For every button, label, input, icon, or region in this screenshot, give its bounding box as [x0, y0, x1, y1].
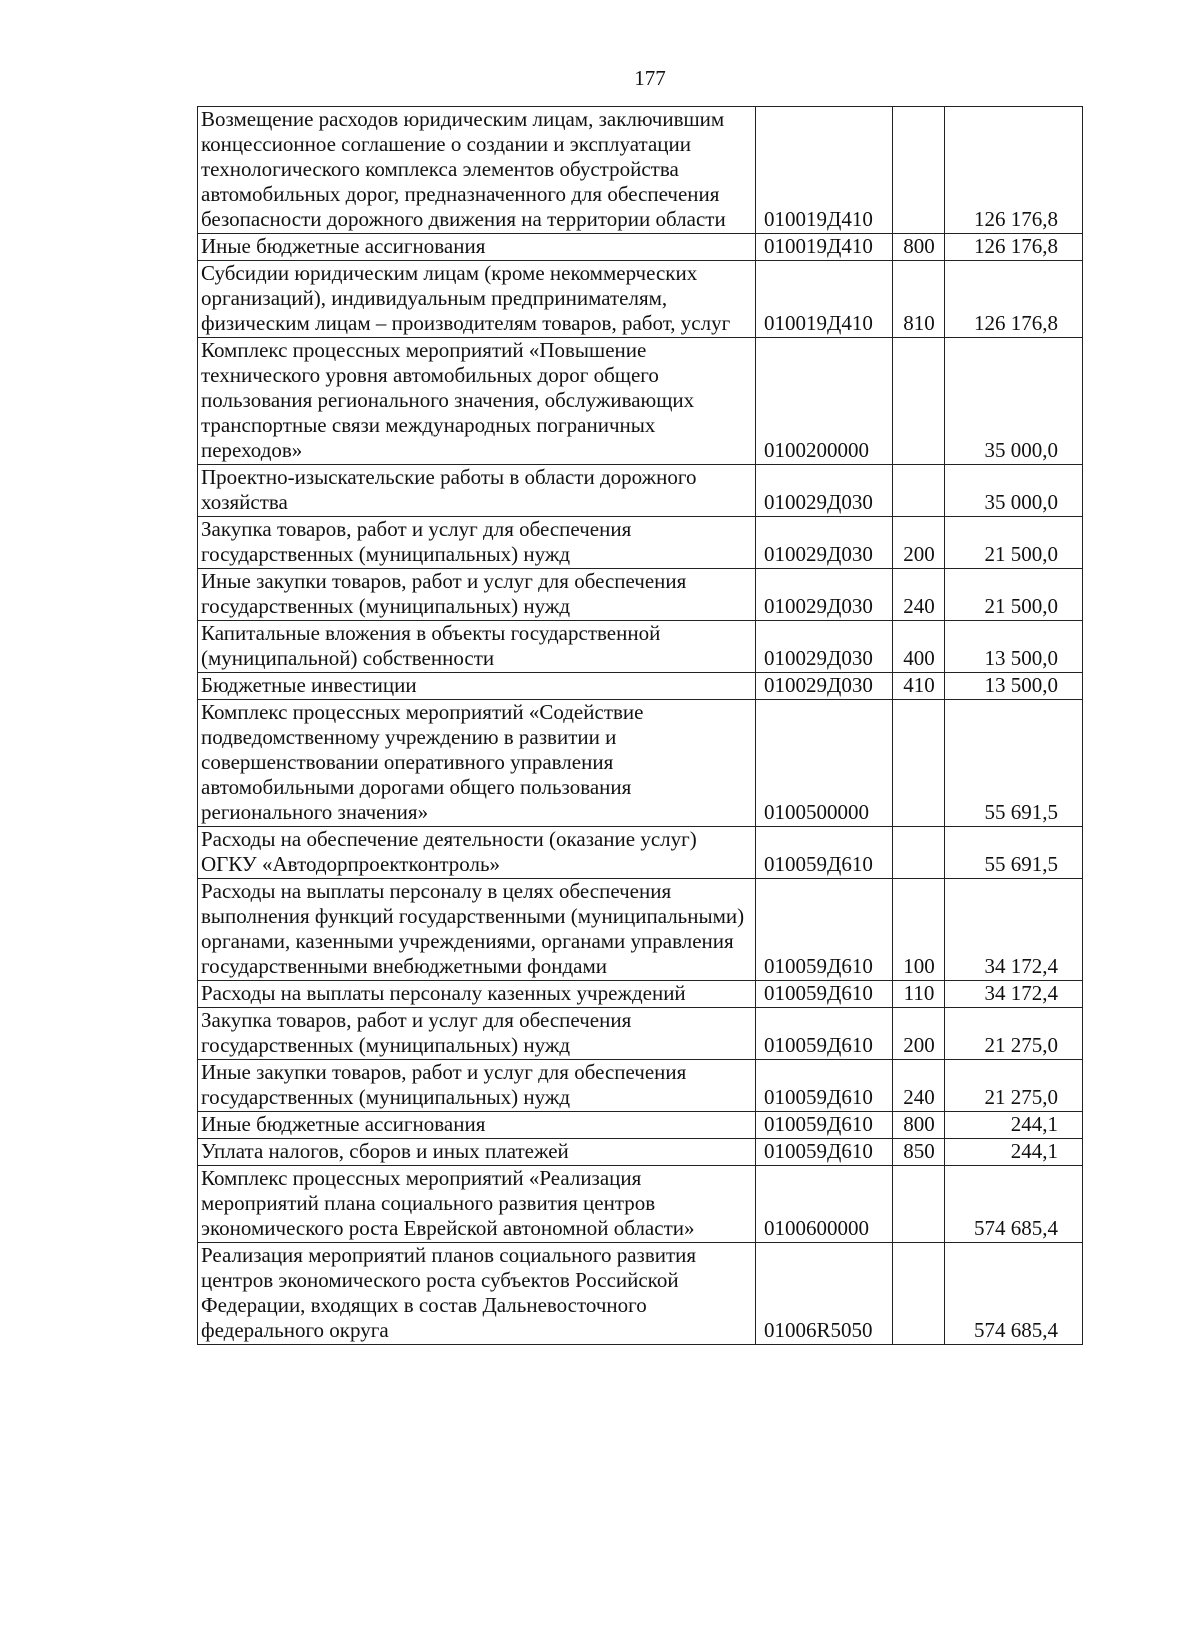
amount-cell: 13 500,0	[945, 673, 1083, 700]
target-code-cell: 010059Д610	[756, 1112, 893, 1139]
target-code-cell: 010059Д610	[756, 1008, 893, 1060]
table-row	[198, 1243, 1083, 1345]
expense-name-cell: Комплекс процессных мероприятий «Реализация мероприятий плана социального развития центров экономического роста Еврейской автономной области»	[198, 1166, 756, 1243]
target-code-cell: 0100600000	[756, 1166, 893, 1243]
expense-name-cell: Расходы на выплаты персоналу в целях обеспечения выполнения функций государственными (муниципальными) органами, казенными учреждениями, органами управления государственными внебюджетными фондами	[198, 879, 756, 981]
table-row	[198, 981, 1083, 1008]
table-row	[198, 569, 1083, 621]
table-row	[198, 1008, 1083, 1060]
amount-cell: 126 176,8	[945, 234, 1083, 261]
expense-type-cell: 800	[893, 1112, 945, 1139]
expense-type-cell: 200	[893, 1008, 945, 1060]
expense-name-cell: Возмещение расходов юридическим лицам, заключившим концессионное соглашение о создании и эксплуатации технологического комплекса элементов обустройства автомобильных дорог, предназначенного для обеспечения безопасности дорожного движения на территории области	[198, 107, 756, 234]
amount-cell: 13 500,0	[945, 621, 1083, 673]
expense-type-cell	[893, 827, 945, 879]
expense-type-cell: 200	[893, 517, 945, 569]
expense-name-cell: Иные закупки товаров, работ и услуг для обеспечения государственных (муниципальных) нужд	[198, 1060, 756, 1112]
expense-name-cell: Иные закупки товаров, работ и услуг для обеспечения государственных (муниципальных) нужд	[198, 569, 756, 621]
expense-name-cell: Комплекс процессных мероприятий «Повышение технического уровня автомобильных дорог общего пользования регионального значения, обслуживающих транспортные связи международных пограничных переходов»	[198, 338, 756, 465]
target-code-cell: 010059Д610	[756, 1139, 893, 1166]
table-row	[198, 621, 1083, 673]
amount-cell: 574 685,4	[945, 1243, 1083, 1345]
amount-cell: 35 000,0	[945, 338, 1083, 465]
table-row	[198, 465, 1083, 517]
table-row	[198, 234, 1083, 261]
target-code-cell: 010029Д030	[756, 621, 893, 673]
expense-name-cell: Комплекс процессных мероприятий «Содействие подведомственному учреждению в развитии и совершенствовании оперативного управления автомобильными дорогами общего пользования регионального значения»	[198, 700, 756, 827]
expense-name-cell: Реализация мероприятий планов социального развития центров экономического роста субъектов Российской Федерации, входящих в состав Дальневосточного федерального округа	[198, 1243, 756, 1345]
expense-name-cell: Субсидии юридическим лицам (кроме некоммерческих организаций), индивидуальным предпринимателям, физическим лицам – производителям товаров, работ, услуг	[198, 261, 756, 338]
expense-type-cell: 110	[893, 981, 945, 1008]
amount-cell: 126 176,8	[945, 107, 1083, 234]
expense-type-cell: 410	[893, 673, 945, 700]
expense-name-cell: Проектно-изыскательские работы в области дорожного хозяйства	[198, 465, 756, 517]
expense-type-cell: 240	[893, 569, 945, 621]
amount-cell: 35 000,0	[945, 465, 1083, 517]
table-row	[198, 1060, 1083, 1112]
expense-type-cell: 100	[893, 879, 945, 981]
expense-type-cell	[893, 107, 945, 234]
target-code-cell: 010019Д410	[756, 234, 893, 261]
target-code-cell: 010029Д030	[756, 517, 893, 569]
amount-cell: 55 691,5	[945, 700, 1083, 827]
expense-type-cell	[893, 465, 945, 517]
amount-cell: 21 275,0	[945, 1008, 1083, 1060]
expense-type-cell: 240	[893, 1060, 945, 1112]
expense-name-cell: Уплата налогов, сборов и иных платежей	[198, 1139, 756, 1166]
amount-cell: 21 500,0	[945, 569, 1083, 621]
expense-name-cell: Закупка товаров, работ и услуг для обеспечения государственных (муниципальных) нужд	[198, 517, 756, 569]
target-code-cell: 010029Д030	[756, 465, 893, 517]
expense-name-cell: Капитальные вложения в объекты государственной (муниципальной) собственности	[198, 621, 756, 673]
expense-type-cell: 400	[893, 621, 945, 673]
expense-type-cell	[893, 700, 945, 827]
table-row	[198, 827, 1083, 879]
amount-cell: 34 172,4	[945, 981, 1083, 1008]
expense-type-cell	[893, 1166, 945, 1243]
amount-cell: 21 500,0	[945, 517, 1083, 569]
table-row	[198, 1112, 1083, 1139]
target-code-cell: 010019Д410	[756, 107, 893, 234]
target-code-cell: 0100500000	[756, 700, 893, 827]
expense-name-cell: Расходы на обеспечение деятельности (оказание услуг) ОГКУ «Автодорпроектконтроль»	[198, 827, 756, 879]
table-row	[198, 1166, 1083, 1243]
expense-type-cell: 810	[893, 261, 945, 338]
target-code-cell: 010059Д610	[756, 1060, 893, 1112]
amount-cell: 34 172,4	[945, 879, 1083, 981]
expense-name-cell: Расходы на выплаты персоналу казенных учреждений	[198, 981, 756, 1008]
budget-table	[197, 106, 1083, 1345]
table-row	[198, 673, 1083, 700]
expense-type-cell	[893, 1243, 945, 1345]
expense-name-cell: Бюджетные инвестиции	[198, 673, 756, 700]
expense-type-cell: 850	[893, 1139, 945, 1166]
table-row	[198, 879, 1083, 981]
target-code-cell: 010029Д030	[756, 569, 893, 621]
table-row	[198, 338, 1083, 465]
table-row	[198, 261, 1083, 338]
target-code-cell: 010059Д610	[756, 879, 893, 981]
expense-name-cell: Закупка товаров, работ и услуг для обеспечения государственных (муниципальных) нужд	[198, 1008, 756, 1060]
amount-cell: 55 691,5	[945, 827, 1083, 879]
target-code-cell: 010059Д610	[756, 827, 893, 879]
amount-cell: 244,1	[945, 1112, 1083, 1139]
amount-cell: 244,1	[945, 1139, 1083, 1166]
target-code-cell: 010029Д030	[756, 673, 893, 700]
table-row	[198, 700, 1083, 827]
amount-cell: 126 176,8	[945, 261, 1083, 338]
table-row	[198, 107, 1083, 234]
target-code-cell: 010059Д610	[756, 981, 893, 1008]
table-row	[198, 1139, 1083, 1166]
table-row	[198, 517, 1083, 569]
budget-table-body	[198, 107, 1083, 1345]
expense-name-cell: Иные бюджетные ассигнования	[198, 234, 756, 261]
target-code-cell: 010019Д410	[756, 261, 893, 338]
expense-type-cell	[893, 338, 945, 465]
target-code-cell: 01006R5050	[756, 1243, 893, 1345]
expense-name-cell: Иные бюджетные ассигнования	[198, 1112, 756, 1139]
target-code-cell: 0100200000	[756, 338, 893, 465]
amount-cell: 574 685,4	[945, 1166, 1083, 1243]
amount-cell: 21 275,0	[945, 1060, 1083, 1112]
page-number: 177	[634, 66, 666, 90]
expense-type-cell: 800	[893, 234, 945, 261]
